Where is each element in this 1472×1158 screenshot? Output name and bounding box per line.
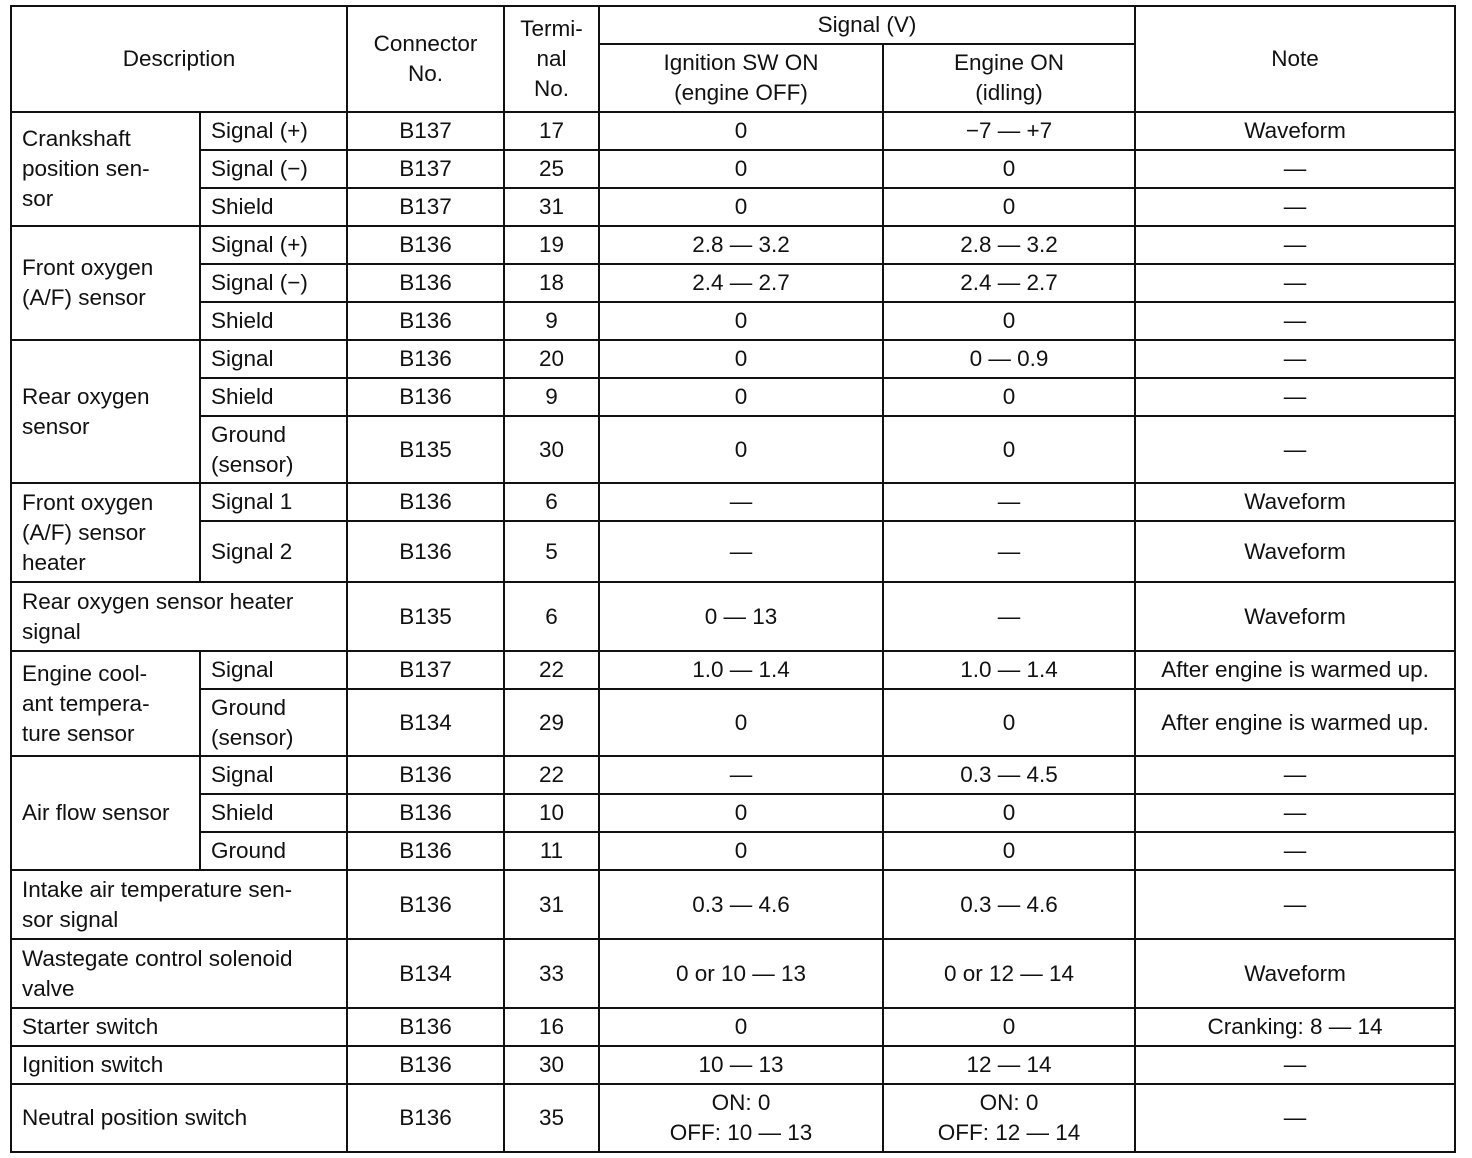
table-row xyxy=(11,582,1455,651)
table-body xyxy=(11,6,1455,1152)
connector-no: B136 xyxy=(347,521,504,582)
signal-engine-on: 0 or 12 — 14 xyxy=(883,939,1135,1008)
connector-no: B136 xyxy=(347,226,504,264)
connector-no: B136 xyxy=(347,483,504,521)
item-name: Engine cool- ant tempera- ture sensor xyxy=(11,651,200,756)
note: Waveform xyxy=(1135,582,1455,651)
table-row xyxy=(11,521,1455,582)
signal-ignition-sw-on: 1.0 — 1.4 xyxy=(599,651,883,689)
signal-ignition-sw-on: 0 xyxy=(599,150,883,188)
connector-no: B136 xyxy=(347,794,504,832)
signal-engine-on: 0 xyxy=(883,378,1135,416)
connector-no: B136 xyxy=(347,340,504,378)
table-row xyxy=(11,939,1455,1008)
header-note: Note xyxy=(1135,6,1455,112)
signal-engine-on: — xyxy=(883,521,1135,582)
note: — xyxy=(1135,794,1455,832)
signal-ignition-sw-on: 0 xyxy=(599,302,883,340)
connector-no: B136 xyxy=(347,302,504,340)
note: Waveform xyxy=(1135,939,1455,1008)
table-row xyxy=(11,689,1455,756)
signal-ignition-sw-on: 0 — 13 xyxy=(599,582,883,651)
header-engine-on: Engine ON (idling) xyxy=(883,44,1135,112)
sub-item: Signal (+) xyxy=(200,112,347,150)
header-description: Description xyxy=(11,6,347,112)
signal-ignition-sw-on: 0 xyxy=(599,378,883,416)
signal-ignition-sw-on: — xyxy=(599,756,883,794)
sub-item: Ground (sensor) xyxy=(200,689,347,756)
signal-ignition-sw-on: 2.8 — 3.2 xyxy=(599,226,883,264)
note: — xyxy=(1135,264,1455,302)
connector-no: B137 xyxy=(347,188,504,226)
sub-item: Ground xyxy=(200,832,347,870)
signal-engine-on: 0 xyxy=(883,689,1135,756)
signal-engine-on: 0 xyxy=(883,832,1135,870)
terminal-no: 20 xyxy=(504,340,599,378)
item-name: Air flow sensor xyxy=(11,756,200,870)
item-name: Rear oxygen sensor xyxy=(11,340,200,483)
signal-engine-on: — xyxy=(883,483,1135,521)
signal-engine-on: 0 xyxy=(883,150,1135,188)
table-row xyxy=(11,416,1455,483)
signal-ignition-sw-on: — xyxy=(599,521,883,582)
item-name: Crankshaft position sen- sor xyxy=(11,112,200,226)
connector-no: B136 xyxy=(347,756,504,794)
table-row xyxy=(11,302,1455,340)
signal-engine-on: 0 xyxy=(883,188,1135,226)
connector-no: B136 xyxy=(347,1084,504,1152)
terminal-no: 6 xyxy=(504,582,599,651)
sub-item: Ground (sensor) xyxy=(200,416,347,483)
sub-item: Signal xyxy=(200,340,347,378)
signal-ignition-sw-on: 0 or 10 — 13 xyxy=(599,939,883,1008)
header-terminal: Termi- nal No. xyxy=(504,6,599,112)
connector-no: B137 xyxy=(347,651,504,689)
terminal-no: 17 xyxy=(504,112,599,150)
item-name: Front oxygen (A/F) sensor xyxy=(11,226,200,340)
item-name: Ignition switch xyxy=(11,1046,347,1084)
terminal-no: 33 xyxy=(504,939,599,1008)
note: — xyxy=(1135,1046,1455,1084)
table-row xyxy=(11,264,1455,302)
table-row xyxy=(11,651,1455,689)
note: — xyxy=(1135,832,1455,870)
sub-item: Shield xyxy=(200,188,347,226)
signal-ignition-sw-on: 0 xyxy=(599,832,883,870)
connector-no: B136 xyxy=(347,264,504,302)
signal-ignition-sw-on: 0 xyxy=(599,112,883,150)
sub-item: Signal xyxy=(200,756,347,794)
table-row xyxy=(11,150,1455,188)
connector-no: B136 xyxy=(347,1046,504,1084)
sub-item: Shield xyxy=(200,794,347,832)
terminal-no: 30 xyxy=(504,416,599,483)
sub-item: Signal xyxy=(200,651,347,689)
note: — xyxy=(1135,340,1455,378)
signal-ignition-sw-on: 0 xyxy=(599,416,883,483)
signal-engine-on: ON: 0 OFF: 12 — 14 xyxy=(883,1084,1135,1152)
table-row xyxy=(11,378,1455,416)
note: After engine is warmed up. xyxy=(1135,651,1455,689)
signal-ignition-sw-on: 0 xyxy=(599,340,883,378)
table-row xyxy=(11,1084,1455,1152)
sub-item: Signal 2 xyxy=(200,521,347,582)
table-row xyxy=(11,1008,1455,1046)
terminal-no: 22 xyxy=(504,756,599,794)
signal-engine-on: 2.8 — 3.2 xyxy=(883,226,1135,264)
connector-no: B137 xyxy=(347,112,504,150)
note: Waveform xyxy=(1135,112,1455,150)
terminal-no: 29 xyxy=(504,689,599,756)
table-row xyxy=(11,112,1455,150)
terminal-no: 35 xyxy=(504,1084,599,1152)
connector-no: B136 xyxy=(347,832,504,870)
table-row xyxy=(11,870,1455,939)
note: Cranking: 8 — 14 xyxy=(1135,1008,1455,1046)
table-row xyxy=(11,483,1455,521)
signal-ignition-sw-on: 0.3 — 4.6 xyxy=(599,870,883,939)
sub-item: Signal 1 xyxy=(200,483,347,521)
item-name: Front oxygen (A/F) sensor heater xyxy=(11,483,200,582)
terminal-no: 22 xyxy=(504,651,599,689)
terminal-no: 19 xyxy=(504,226,599,264)
table-row xyxy=(11,188,1455,226)
signal-engine-on: 0 xyxy=(883,302,1135,340)
table-row xyxy=(11,794,1455,832)
note: — xyxy=(1135,188,1455,226)
table-row xyxy=(11,832,1455,870)
note: — xyxy=(1135,1084,1455,1152)
signal-engine-on: 0 xyxy=(883,1008,1135,1046)
signal-engine-on: 12 — 14 xyxy=(883,1046,1135,1084)
signal-ignition-sw-on: 0 xyxy=(599,794,883,832)
item-name: Rear oxygen sensor heater signal xyxy=(11,582,347,651)
item-name: Starter switch xyxy=(11,1008,347,1046)
signal-engine-on: 2.4 — 2.7 xyxy=(883,264,1135,302)
note: Waveform xyxy=(1135,483,1455,521)
connector-no: B134 xyxy=(347,689,504,756)
table-row xyxy=(11,340,1455,378)
terminal-no: 16 xyxy=(504,1008,599,1046)
sub-item: Shield xyxy=(200,302,347,340)
sub-item: Signal (−) xyxy=(200,264,347,302)
note: — xyxy=(1135,302,1455,340)
connector-no: B135 xyxy=(347,582,504,651)
connector-no: B136 xyxy=(347,1008,504,1046)
connector-no: B134 xyxy=(347,939,504,1008)
signal-engine-on: 1.0 — 1.4 xyxy=(883,651,1135,689)
header-connector: Connector No. xyxy=(347,6,504,112)
connector-no: B137 xyxy=(347,150,504,188)
signal-ignition-sw-on: 2.4 — 2.7 xyxy=(599,264,883,302)
note: — xyxy=(1135,150,1455,188)
note: — xyxy=(1135,870,1455,939)
note: — xyxy=(1135,756,1455,794)
connector-no: B135 xyxy=(347,416,504,483)
table-row xyxy=(11,756,1455,794)
note: — xyxy=(1135,416,1455,483)
signal-ignition-sw-on: 0 xyxy=(599,188,883,226)
signal-ignition-sw-on: 0 xyxy=(599,689,883,756)
signal-ignition-sw-on: ON: 0 OFF: 10 — 13 xyxy=(599,1084,883,1152)
connector-no: B136 xyxy=(347,378,504,416)
terminal-no: 25 xyxy=(504,150,599,188)
terminal-no: 30 xyxy=(504,1046,599,1084)
signal-engine-on: — xyxy=(883,582,1135,651)
note: Waveform xyxy=(1135,521,1455,582)
table-row xyxy=(11,226,1455,264)
terminal-no: 31 xyxy=(504,870,599,939)
sub-item: Shield xyxy=(200,378,347,416)
connector-no: B136 xyxy=(347,870,504,939)
note: — xyxy=(1135,226,1455,264)
signal-engine-on: 0 — 0.9 xyxy=(883,340,1135,378)
signal-engine-on: 0.3 — 4.6 xyxy=(883,870,1135,939)
item-name: Intake air temperature sen- sor signal xyxy=(11,870,347,939)
signal-ignition-sw-on: 0 xyxy=(599,1008,883,1046)
signal-engine-on: 0.3 — 4.5 xyxy=(883,756,1135,794)
table-row xyxy=(11,1046,1455,1084)
sub-item: Signal (+) xyxy=(200,226,347,264)
item-name: Wastegate control solenoid valve xyxy=(11,939,347,1008)
terminal-no: 18 xyxy=(504,264,599,302)
signal-ignition-sw-on: — xyxy=(599,483,883,521)
sub-item: Signal (−) xyxy=(200,150,347,188)
note: — xyxy=(1135,378,1455,416)
signal-engine-on: 0 xyxy=(883,416,1135,483)
signal-ignition-sw-on: 10 — 13 xyxy=(599,1046,883,1084)
header-row xyxy=(11,6,1455,44)
signal-engine-on: 0 xyxy=(883,794,1135,832)
header-ignition-sw-on: Ignition SW ON (engine OFF) xyxy=(599,44,883,112)
terminal-no: 10 xyxy=(504,794,599,832)
header-signal: Signal (V) xyxy=(599,6,1135,44)
item-name: Neutral position switch xyxy=(11,1084,347,1152)
signal-engine-on: −7 — +7 xyxy=(883,112,1135,150)
terminal-no: 9 xyxy=(504,378,599,416)
terminal-no: 6 xyxy=(504,483,599,521)
terminal-no: 5 xyxy=(504,521,599,582)
terminal-no: 9 xyxy=(504,302,599,340)
terminal-no: 31 xyxy=(504,188,599,226)
note: After engine is warmed up. xyxy=(1135,689,1455,756)
terminal-no: 11 xyxy=(504,832,599,870)
signal-table xyxy=(10,5,1456,1153)
